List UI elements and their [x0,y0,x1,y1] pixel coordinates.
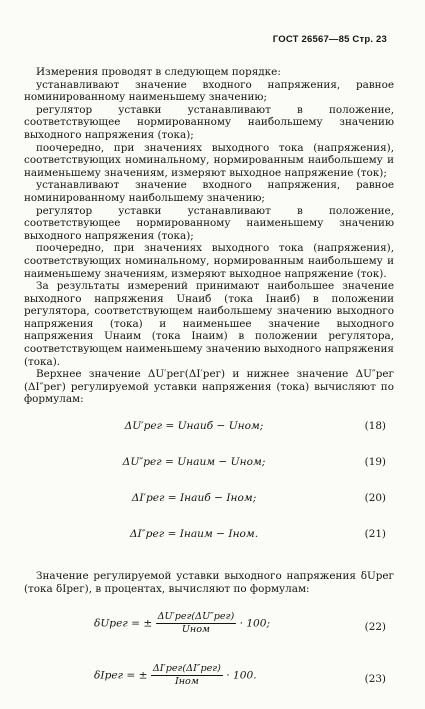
equation-formula: ΔU″рег = Uнаим − Uном; [122,456,266,469]
paragraph: поочередно, при значениях выходного тока (напряжения), соответствующих номинальному, нормированным наибольшему и наименьшему значениям, измеряют выходное напряжение (ток). [24,242,394,280]
fraction [151,663,223,688]
paragraph: устанавливают значение входного напряжения, равное номинированному наименьшему значению; [24,78,394,104]
fraction [156,611,237,636]
document-body [24,66,394,709]
paragraph: Верхнее значение ΔU′рег(ΔI′рег) и нижнее значение ΔU″рег (ΔI″рег) регулируемой уставки напряжения (тока) вычисляют по формулам: [24,368,394,406]
fraction-numerator: ΔI′рег(ΔI″рег) [152,663,221,675]
equation-number: (22) [364,621,386,634]
equation-formula: ΔI′рег = Iнаиб − Iном; [131,492,257,505]
paragraph: За результаты измерений принимают наибольшее значение выходного напряжения Uнаиб (тока Iнаиб) в положении регулятора, соответствующем наибольшему значению выходного напряжения (тока) и наименьшее значение выходного напряжения Uнаим (тока Iнаим) в положении регулятора, соответствующем наименьшему значению выходного напряжения (тока). [24,280,394,368]
fraction-numerator: ΔU′рег(ΔU″рег) [157,611,235,623]
equation-22 [24,607,394,647]
equation-20 [24,490,394,514]
equation-number: (20) [364,492,386,505]
equation-number: (23) [364,673,386,686]
equation-tail: · 100. [226,669,257,682]
equation-lhs: δUрег = ± [94,617,153,630]
paragraph: регулятор уставки устанавливают в положение, соответствующее нормированному наименьшему значению выходного напряжения (тока); [24,204,394,242]
equation-23 [24,659,394,699]
paragraph: поочередно, при значениях выходного тока (напряжения), соответствующих номинальному, нормированным наибольшему и наименьшему значениям, измеряют выходное напряжение (ток); [24,141,394,179]
equation-number: (19) [364,456,386,469]
page-header: ГОСТ 26567—85 Стр. 23 [272,34,387,45]
equation-tail: · 100; [239,617,271,630]
equation-number: (21) [364,528,386,541]
paragraph: Значение регулируемой уставки выходного напряжения δUрег (тока δIрег), в процентах, вычисляют по формулам: [24,570,394,595]
equation-formula: ΔI″рег = Iнаим − Iном. [129,528,259,541]
fraction-denominator: Uном [181,624,210,636]
paragraph: Измерения проводят в следующем порядке: [36,66,281,78]
equation-formula [94,611,270,636]
equation-19 [24,454,394,478]
paragraph: устанавливают значение входного напряжения, равное номинированному наибольшему значению; [24,179,394,204]
equation-formula: ΔU′рег = Uнаиб − Uном; [124,420,264,433]
fraction-denominator: Iном [174,676,199,688]
equation-formula [94,663,257,688]
equation-18 [24,418,394,442]
paragraph: регулятор уставки устанавливают в положение, соответствующее нормированному наибольшему значению выходного напряжения (тока); [24,103,394,141]
equation-lhs: δIрег = ± [94,669,148,682]
equation-21 [24,526,394,550]
equation-number: (18) [364,420,386,433]
